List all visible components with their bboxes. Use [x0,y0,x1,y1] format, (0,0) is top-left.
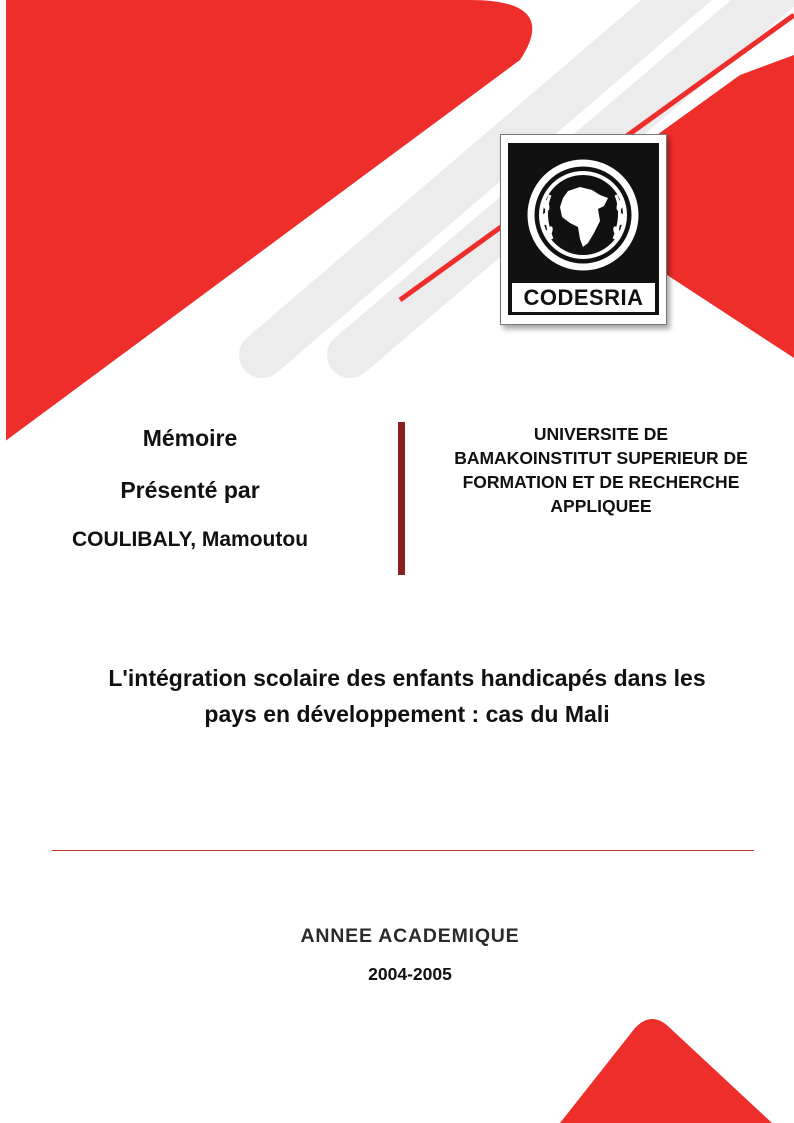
horizontal-rule [52,850,754,851]
author-name: COULIBALY, Mamoutou [71,528,309,551]
thesis-title-line-1: L'intégration scolaire des enfants handicapés dans les [108,665,706,691]
academic-year-label: ANNEE ACADEMIQUE [300,925,520,947]
document-type: Mémoire [142,425,238,451]
academic-year-value: 2004-2005 [368,964,452,984]
university-line-2: BAMAKOINSTITUT SUPERIEUR DE [454,448,748,468]
thesis-title-line-2: pays en développement : cas du Mali [204,701,610,727]
university-line-4: APPLIQUEE [550,496,652,516]
logo-inner-panel [508,143,659,315]
presented-by-label: Présenté par [120,477,260,503]
vertical-divider [398,422,405,575]
top-left-white-edge [0,0,6,450]
university-block [418,422,784,518]
university-line-1: UNIVERSITE DE [533,424,669,444]
codesria-logo [500,134,667,325]
africa-wreath-emblem-icon [508,143,659,283]
bottom-red-shape [560,1019,772,1123]
presenter-block [20,420,360,556]
logo-text: CODESRIA [512,283,655,312]
thesis-title [30,660,784,732]
university-line-3: FORMATION ET DE RECHERCHE [462,472,740,492]
top-red-shape [0,0,532,445]
